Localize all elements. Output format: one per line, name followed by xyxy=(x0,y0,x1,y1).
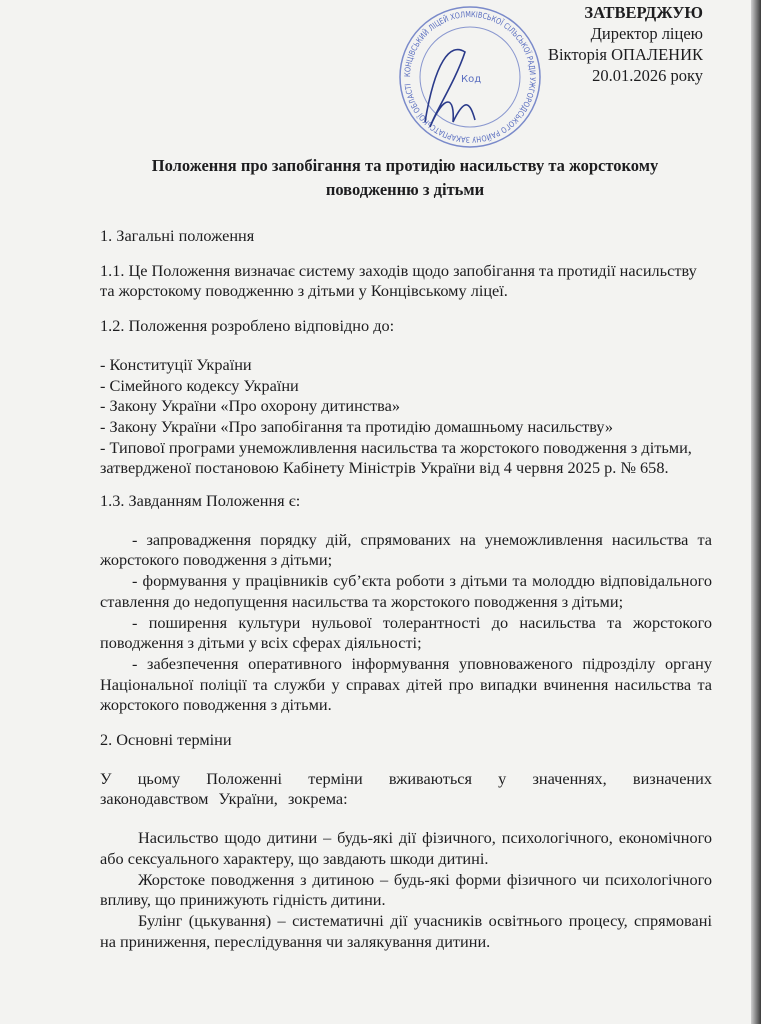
list-item: - запровадження порядку дій, спрямованих на унеможливлення насильства та жорстокого поводження з дітьми; xyxy=(100,529,712,570)
list-item: - Сімейного кодексу України xyxy=(100,375,299,395)
section-1-heading: 1. Загальні положення xyxy=(100,226,255,245)
list-item: - Закону України «Про охорону дитинства» xyxy=(100,396,400,416)
list-item: - Конституції України xyxy=(100,354,252,374)
approval-name: Вікторія ОПАЛЕНИК xyxy=(547,45,703,64)
list-item: - Закону України «Про запобігання та протидію домашньому насильству» xyxy=(100,416,614,436)
section-2-intro: У цьому Положенні терміни вживаються у значеннях, визначених законодавством України, зокрема: xyxy=(100,768,712,809)
paragraph-1-2: 1.2. Положення розроблено відповідно до: xyxy=(100,316,395,336)
approval-date: 20.01.2026 року xyxy=(592,66,703,85)
paragraph-1-1: 1.1. Це Положення визначає систему заходів щодо запобігання та протидії насильству та жорстокому поводженню з дітьми у Концівському ліцеї. xyxy=(100,260,697,301)
terms-list xyxy=(100,828,712,952)
list-item: - поширення культури нульової толерантності до насильства та жорстокого поводження з дітьми у всіх сферах діяльності; xyxy=(100,612,712,653)
page-edge-shadow xyxy=(751,0,761,1024)
paragraph-1-3: 1.3. Завданням Положення є: xyxy=(100,491,301,511)
approval-heading: ЗАТВЕРДЖУЮ xyxy=(584,3,703,22)
section-2-heading: 2. Основні терміни xyxy=(100,730,232,750)
tasks-list xyxy=(100,530,712,716)
stamp-ring-text: КОНЦІВСЬКИЙ ЛІЦЕЙ ХОЛМКІВСЬКОЇ СІЛЬСЬКОЇ РАДИ УЖГОРОДСЬКОГО РАЙОНУ ЗАКАРПАТСЬКОЇ ОБЛАСТІ xyxy=(402,9,538,145)
document-title: Положення про запобігання та протидію насильству та жорстокому поводженню з дітьми xyxy=(151,156,659,199)
term-definition: Насильство щодо дитини – будь-які дії фізичного, психологічного, економічного або сексуального характеру, що завдають шкоди дитині. xyxy=(100,828,712,868)
term-definition: Жорстоке поводження з дитиною – будь-які форми фізичного чи психологічного впливу, що принижують гідність дитини. xyxy=(100,869,712,910)
list-item: - формування у працівників суб’єкта роботи з дітьми та молоддю відповідального ставлення до недопущення насильства та жорстокого поводження з дітьми; xyxy=(100,571,712,611)
document-body xyxy=(100,0,712,962)
stamp-center-text: Код xyxy=(461,74,482,85)
term-definition: Булінг (цькування) – систематичні дії учасників освітнього процесу, спрямовані на приниження, переслідування чи залякування дитини. xyxy=(100,910,712,951)
list-item: - забезпечення оперативного інформування уповноваженого підрозділу органу Національної поліції та служби у справах дітей про випадки вчинення насильства та жорстокого поводження з дітьми. xyxy=(100,653,712,715)
approval-position: Директор ліцею xyxy=(590,24,703,43)
legal-basis-list xyxy=(100,355,712,479)
list-item: - Типової програми унеможливлення насильства та жорстокого поводження з дітьми, затвердженої постановою Кабінету Міністрів України від 4 червня 2025 р. № 658. xyxy=(100,437,692,478)
